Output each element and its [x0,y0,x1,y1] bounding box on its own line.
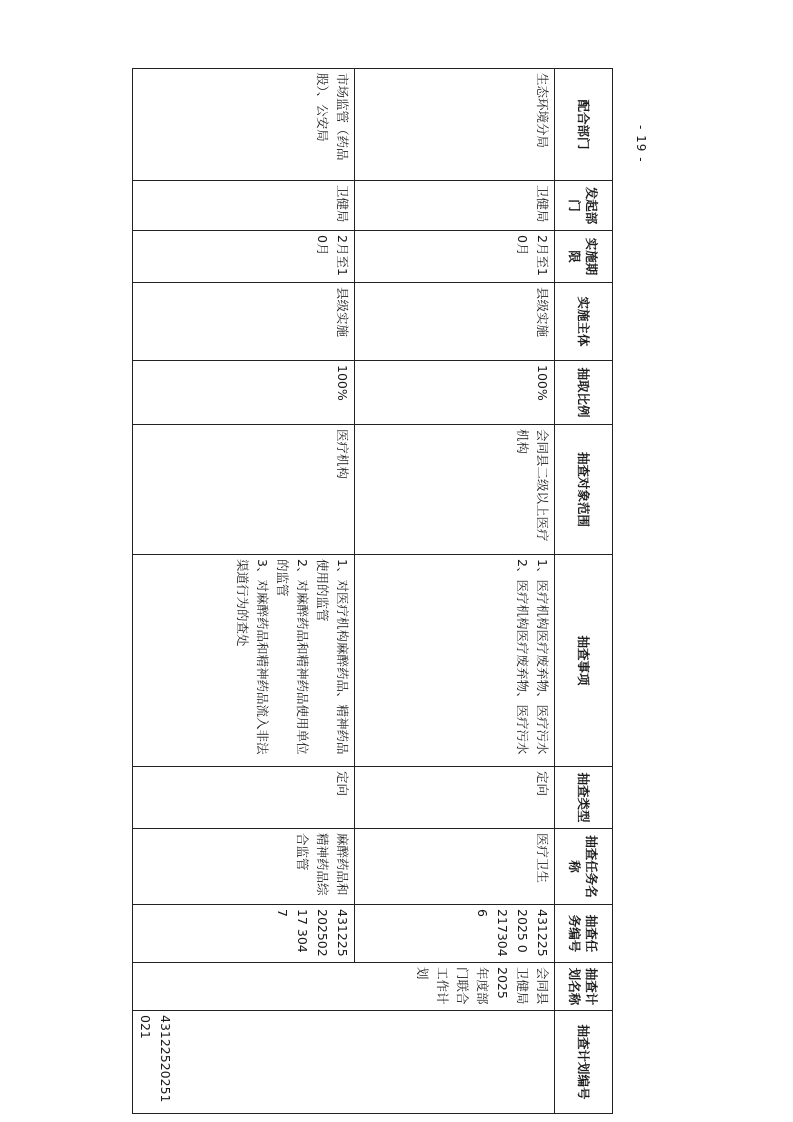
item-line: 3、对麻醉药品和精神药品流入非法渠道行为的查处 [235,559,270,755]
cell-executor: 县级实施 [133,283,355,361]
header-task-name: 抽查任务名称 [555,829,613,905]
cell-dept: 市场监管（药品股）、公安局 [133,69,355,181]
cell-type: 定向 [133,767,355,829]
header-items: 抽查事项 [555,555,613,767]
table-row [133,69,355,1114]
cell-task-no: 4312252025 02173046 [355,905,555,963]
cell-task-name: 医疗卫生 [355,829,555,905]
cell-executor: 县级实施 [355,283,555,361]
page-number: - 19 - [634,125,648,163]
item-line: 1、对医疗机构麻醉药品、精神药品使用的监管 [315,559,350,755]
table-row [355,69,555,1114]
header-task-no: 抽查任务编号 [555,905,613,963]
cell-ratio: 100% [355,361,555,425]
item-line: 1、医疗机构医疗废弃物、医疗污水 [535,559,550,755]
cell-period: 2月至10月 [355,231,555,283]
inspection-plan-table [132,68,613,1114]
cell-period: 2月至10月 [133,231,355,283]
cell-task-name: 麻醉药品和精神药品综合监管 [133,829,355,905]
inspection-table-rotated [133,68,613,1103]
cell-scope: 会同县二级以上医疗机构 [355,425,555,555]
header-ratio: 抽取比例 [555,361,613,425]
header-dept: 配合部门 [555,69,613,181]
cell-scope: 医疗机构 [133,425,355,555]
header-type: 抽查类型 [555,767,613,829]
header-initiator: 发起部门 [555,181,613,231]
header-plan-no: 抽查计划编号 [555,1011,613,1114]
header-plan-name: 抽查计划名称 [555,963,613,1011]
cell-items [355,555,555,767]
item-line: 2、医疗机构医疗废弃物、医疗污水 [515,559,530,755]
cell-initiator: 卫健局 [133,181,355,231]
cell-initiator: 卫健局 [355,181,555,231]
header-period: 实施期限 [555,231,613,283]
cell-plan-no: 43122520251021 [133,1011,555,1114]
cell-items [133,555,355,767]
cell-task-no: 43122520250217 3047 [133,905,355,963]
cell-ratio: 100% [133,361,355,425]
item-line: 2、对麻醉药品和精神药品使用单位的监管 [275,559,310,755]
header-scope: 抽查对象范围 [555,425,613,555]
header-executor: 实施主体 [555,283,613,361]
cell-dept: 生态环境分局 [355,69,555,181]
cell-type: 定向 [355,767,555,829]
header-row [555,69,613,1114]
cell-plan-name: 会同县卫健局2025年度部门联合工作计划 [133,963,555,1011]
